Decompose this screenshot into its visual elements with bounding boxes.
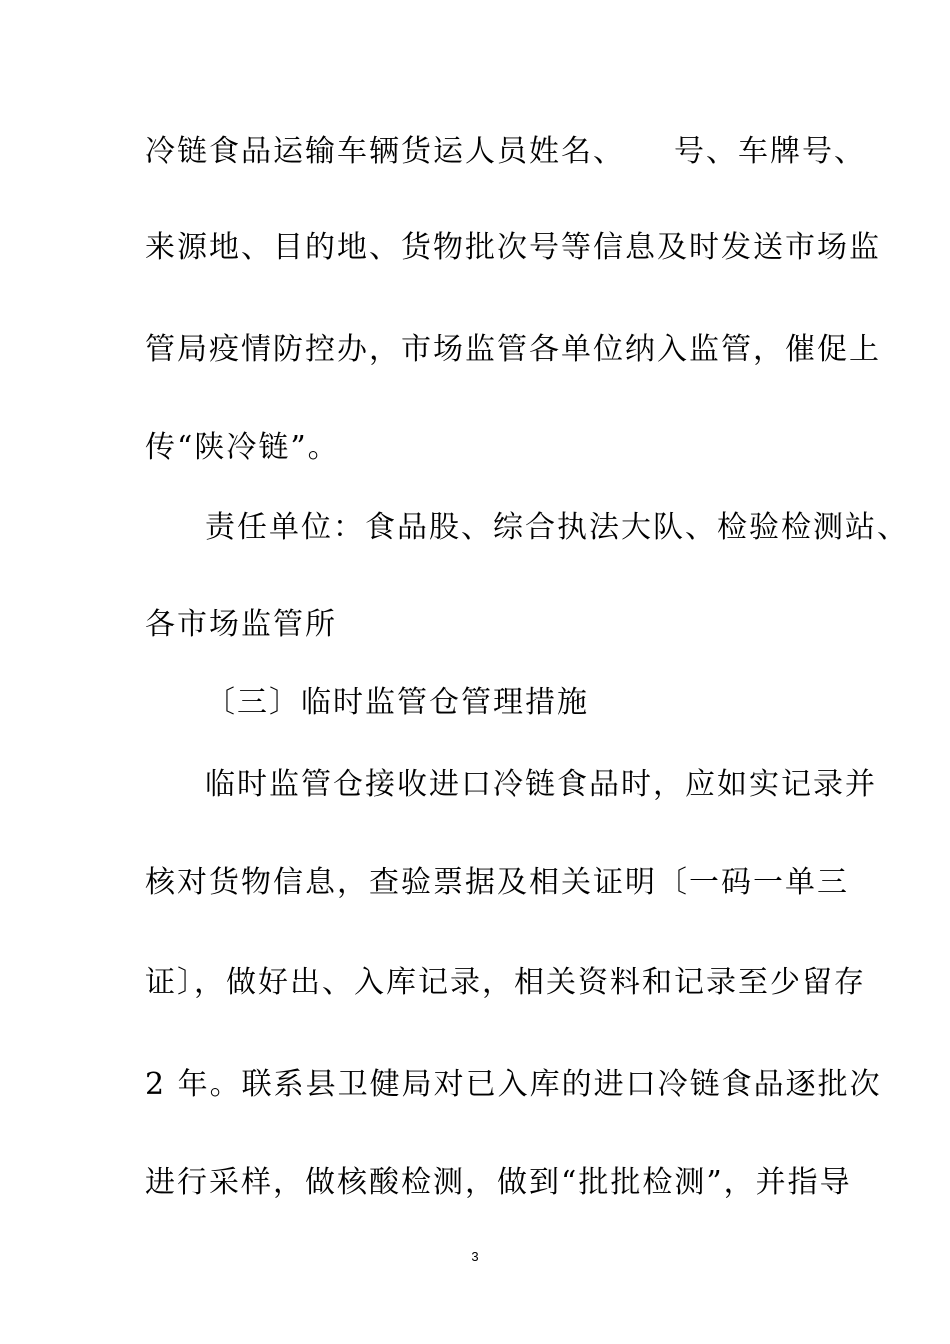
section-heading: 〔三〕临时监管仓管理措施 bbox=[205, 685, 589, 720]
text-line-3: 管局疫情防控办，市场监管各单位纳入监管，催促上 bbox=[145, 332, 881, 367]
paragraph-start-line: 临时监管仓接收进口冷链食品时，应如实记录并 bbox=[205, 767, 877, 802]
responsible-units-line: 责任单位：食品股、综合执法大队、检验检测站、 bbox=[205, 510, 909, 545]
text-line-9: 核对货物信息，查验票据及相关证明〔一码一单三 bbox=[145, 865, 849, 900]
text-line-12: 进行采样，做核酸检测，做到“批批检测”，并指导 bbox=[145, 1165, 852, 1200]
text-line-11: 2 年。联系县卫健局对已入库的进口冷链食品逐批次 bbox=[145, 1067, 882, 1102]
text-line-2: 来源地、目的地、货物批次号等信息及时发送市场监 bbox=[145, 230, 881, 265]
text-line-4: 传“陕冷链”。 bbox=[145, 430, 340, 465]
page-number: 3 bbox=[471, 1249, 479, 1264]
text-line-6: 各市场监管所 bbox=[145, 607, 337, 642]
text-line-10: 证〕，做好出、入库记录，相关资料和记录至少留存 bbox=[145, 965, 866, 1000]
text-line-1: 冷链食品运输车辆货运人员姓名、 号、车牌号、 bbox=[145, 134, 866, 169]
